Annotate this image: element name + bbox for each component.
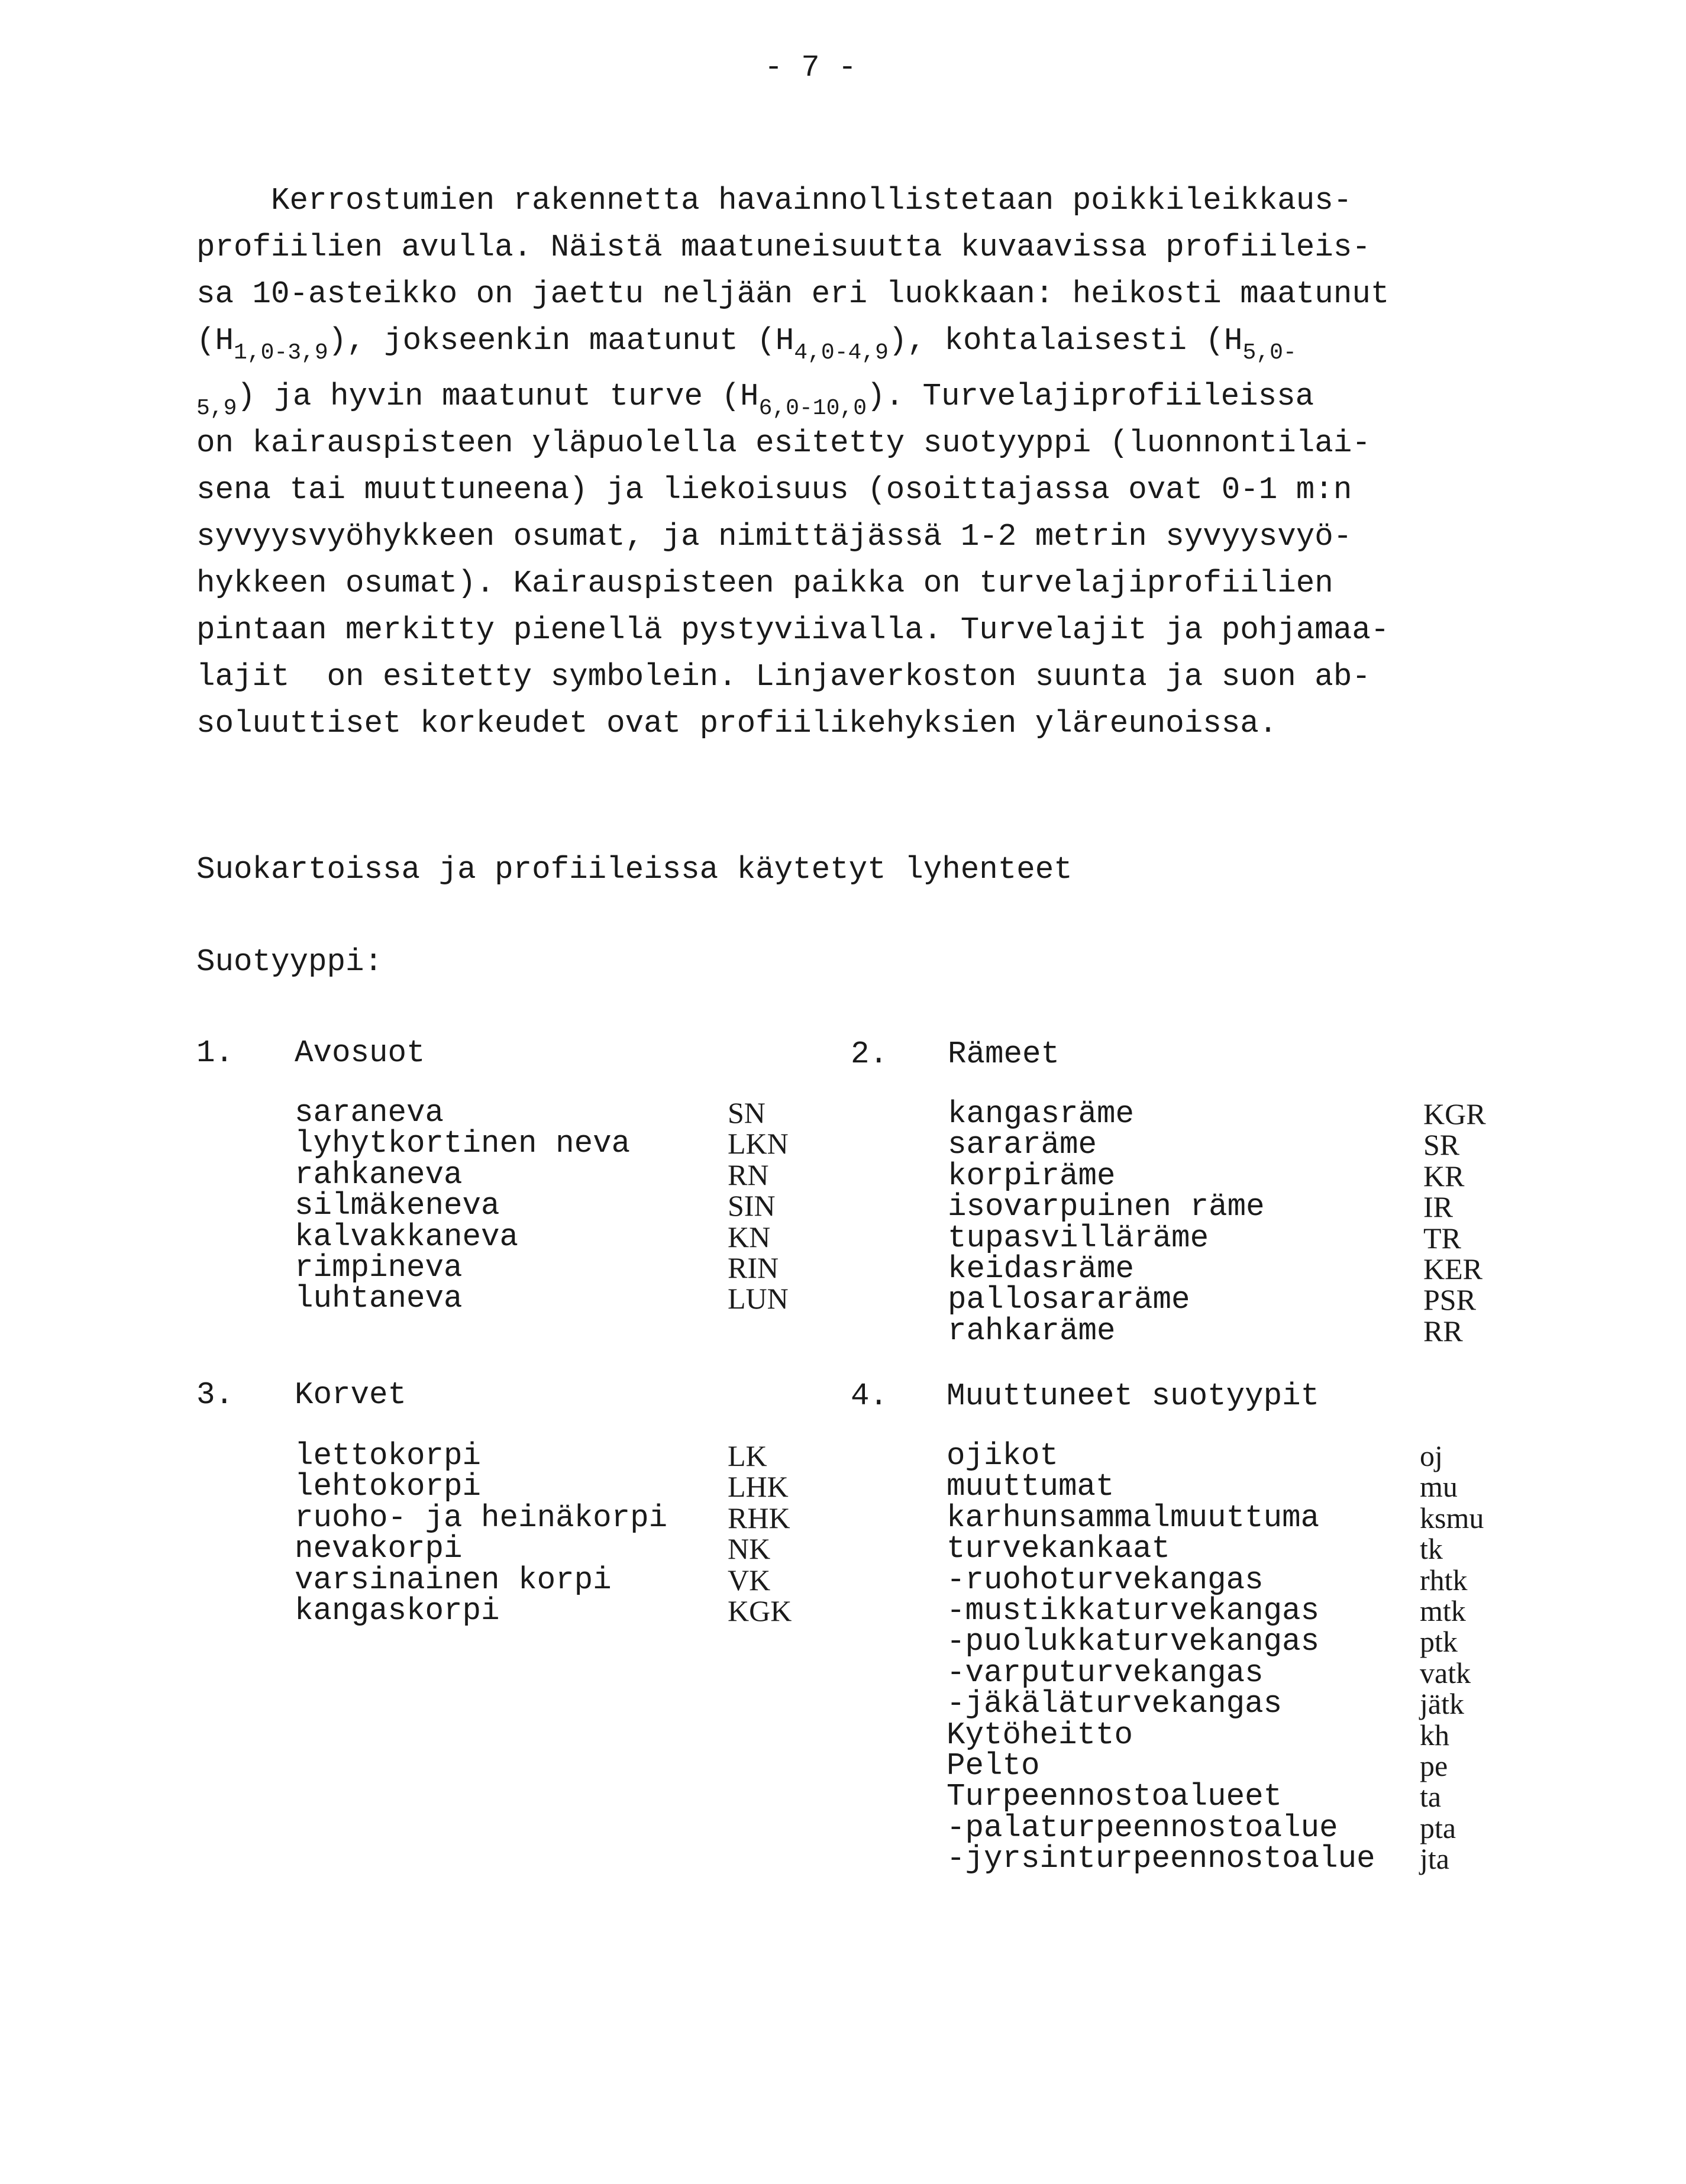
list-item (948, 1251, 1539, 1287)
type-abbreviation: vatk (1420, 1656, 1471, 1689)
list-item (947, 1779, 1562, 1815)
type-name: varsinainen korpi (295, 1562, 612, 1598)
abbreviations-heading: Suokartoissa ja profiileissa käytetyt lyhenteet (196, 852, 1073, 887)
text-run: hykkeen osumat). Kairauspisteen paikka on turvelajiprofiilien (196, 566, 1333, 601)
type-name: -palaturpeennostoalue (947, 1810, 1338, 1846)
type-name: Pelto (947, 1747, 1040, 1784)
type-name: kangasräme (948, 1096, 1135, 1132)
paragraph-line (196, 700, 1498, 747)
group-title: Rämeet (948, 1036, 1060, 1072)
type-name: silmäkeneva (295, 1188, 500, 1224)
subscript: 4,0-4,9 (794, 340, 889, 366)
type-name: -ruohoturvekangas (947, 1562, 1264, 1598)
paragraph-line (196, 467, 1498, 513)
list-item (947, 1592, 1562, 1629)
list-item (947, 1469, 1562, 1505)
type-name: rahkaneva (295, 1156, 463, 1193)
type-name: karhunsammalmuuttuma (947, 1500, 1320, 1536)
type-name: -jyrsinturpeennostoalue (947, 1841, 1375, 1877)
subscript: 1,0-3,9 (234, 340, 328, 366)
type-abbreviation: IR (1423, 1190, 1453, 1224)
type-name: -jäkäläturvekangas (947, 1686, 1283, 1722)
text-run: ), jokseenkin maatunut (H (328, 323, 794, 358)
type-abbreviation: LHK (728, 1470, 789, 1504)
list-item (295, 1249, 827, 1285)
group-number: 1. (196, 1035, 234, 1071)
type-abbreviation: VK (728, 1563, 771, 1597)
text-run: profiilien avulla. Näistä maatuneisuutta kuvaavissa profiileis- (196, 230, 1371, 265)
abbreviation-list (947, 1438, 1562, 1877)
type-name: sararäme (948, 1127, 1097, 1163)
type-abbreviation: pta (1420, 1811, 1456, 1844)
list-item (295, 1188, 827, 1224)
list-item (948, 1313, 1539, 1349)
list-item (947, 1438, 1562, 1474)
type-abbreviation: LK (728, 1439, 767, 1472)
type-name: Kytöheitto (947, 1717, 1133, 1753)
type-name: ojikot (947, 1438, 1059, 1474)
list-item (295, 1281, 827, 1317)
type-abbreviation: LKN (728, 1127, 789, 1161)
type-abbreviation: jätk (1420, 1687, 1464, 1721)
group-number: 3. (196, 1377, 234, 1413)
group-number: 4. (851, 1378, 889, 1414)
type-name: korpiräme (948, 1158, 1116, 1194)
type-abbreviation: rhtk (1420, 1563, 1468, 1597)
paragraph-line (196, 318, 1498, 373)
type-abbreviation: PSR (1423, 1283, 1476, 1317)
paragraph-line (196, 177, 1498, 224)
type-name: Turpeennostoalueet (947, 1779, 1283, 1815)
text-run: pintaan merkitty pienellä pystyviivalla. Turvelajit ja pohjamaa- (196, 612, 1390, 648)
text-run: on kairauspisteen yläpuolella esitetty suotyyppi (luonnontilai- (196, 425, 1371, 461)
abbreviation-list (295, 1438, 827, 1629)
type-name: rimpineva (295, 1249, 463, 1285)
type-name: rahkaräme (948, 1313, 1116, 1349)
list-item (295, 1531, 827, 1567)
paragraph-line (196, 560, 1498, 607)
list-item (948, 1282, 1539, 1318)
group-title: Muuttuneet suotyypit (947, 1378, 1320, 1414)
paragraph-line (196, 271, 1498, 318)
list-item (947, 1562, 1562, 1598)
type-abbreviation: ptk (1420, 1625, 1458, 1659)
type-name: turvekankaat (947, 1531, 1171, 1567)
text-run: syvyysvyöhykkeen osumat, ja nimittäjässä 1-2 metrin syvyysvyö- (196, 519, 1352, 554)
type-abbreviation: ta (1420, 1780, 1442, 1814)
type-name: kangaskorpi (295, 1592, 500, 1629)
group-title: Avosuot (295, 1035, 425, 1071)
type-abbreviation: mu (1420, 1470, 1458, 1504)
paragraph-line (196, 513, 1498, 560)
text-run: sa 10-asteikko on jaettu neljään eri luokkaan: heikosti maatunut (196, 276, 1390, 312)
type-name: nevakorpi (295, 1531, 463, 1567)
list-item (947, 1531, 1562, 1567)
text-run: (H (196, 323, 234, 358)
list-item (948, 1096, 1539, 1132)
subscript: 5,9 (196, 396, 237, 421)
type-abbreviation: kh (1420, 1718, 1449, 1752)
type-abbreviation: SR (1423, 1128, 1460, 1162)
type-abbreviation: SN (728, 1096, 766, 1129)
subscript: 6,0-10,0 (758, 396, 867, 421)
type-abbreviation: KGK (728, 1594, 792, 1627)
group-number: 2. (851, 1036, 889, 1072)
intro-paragraph (196, 177, 1498, 747)
type-name: muuttumat (947, 1469, 1115, 1505)
abbreviation-list (948, 1096, 1539, 1349)
list-item (947, 1655, 1562, 1691)
list-item (947, 1717, 1562, 1753)
type-abbreviation: RIN (728, 1251, 779, 1284)
list-item (295, 1562, 827, 1598)
list-item (947, 1500, 1562, 1536)
paragraph-line (196, 607, 1498, 654)
suotyyppi-label: Suotyyppi: (196, 944, 383, 980)
text-run: ). Turvelajiprofiileissa (867, 379, 1314, 414)
list-item (947, 1624, 1562, 1660)
text-run: Kerrostumien rakennetta havainnollistetaan poikkileikkaus- (196, 183, 1352, 218)
type-abbreviation: KN (728, 1220, 771, 1253)
paragraph-line (196, 420, 1498, 467)
paragraph-line (196, 654, 1498, 700)
type-abbreviation: RN (728, 1158, 769, 1191)
type-name: -mustikkaturvekangas (947, 1592, 1320, 1629)
list-item (948, 1127, 1539, 1163)
type-name: kalvakkaneva (295, 1219, 519, 1255)
text-run: ) ja hyvin maatunut turve (H (237, 379, 759, 414)
list-item (947, 1686, 1562, 1722)
text-run: soluuttiset korkeudet ovat profiilikehyksien yläreunoissa. (196, 706, 1278, 741)
list-item (295, 1219, 827, 1255)
page-number: - 7 - (764, 50, 857, 85)
type-abbreviation: TR (1423, 1221, 1461, 1255)
type-abbreviation: NK (728, 1532, 771, 1566)
type-name: saraneva (295, 1095, 444, 1130)
type-name: keidasräme (948, 1251, 1135, 1287)
type-abbreviation: SIN (728, 1189, 776, 1223)
subscript: 5,0- (1242, 340, 1297, 366)
type-abbreviation: mtk (1420, 1594, 1466, 1627)
list-item (295, 1097, 827, 1128)
type-abbreviation: jta (1420, 1842, 1449, 1876)
type-name: -puolukkaturvekangas (947, 1624, 1320, 1660)
text-run: sena tai muuttuneena) ja liekoisuus (osoittajassa ovat 0-1 m:n (196, 472, 1352, 508)
type-abbreviation: RR (1423, 1314, 1463, 1348)
type-abbreviation: RHK (728, 1501, 790, 1534)
abbreviation-list (295, 1095, 827, 1317)
text-run: lajit on esitetty symbolein. Linjaverkoston suunta ja suon ab- (196, 659, 1371, 694)
list-item (295, 1592, 827, 1629)
type-abbreviation: tk (1420, 1532, 1443, 1566)
list-item (948, 1220, 1539, 1256)
list-item (295, 1126, 827, 1162)
text-run: ), kohtalaisesti (H (888, 323, 1243, 358)
list-item (948, 1189, 1539, 1225)
type-abbreviation: KGR (1423, 1097, 1486, 1130)
type-name: tupasvilläräme (948, 1220, 1209, 1256)
type-name: pallosararäme (948, 1282, 1190, 1318)
type-name: -varputurvekangas (947, 1655, 1264, 1691)
list-item (295, 1156, 827, 1193)
type-name: isovarpuinen räme (948, 1189, 1265, 1225)
type-name: lyhytkortinen neva (295, 1126, 631, 1162)
list-item (948, 1158, 1539, 1194)
type-name: luhtaneva (295, 1281, 463, 1317)
type-abbreviation: KR (1423, 1159, 1465, 1193)
list-item (295, 1500, 827, 1536)
type-name: lettokorpi (295, 1438, 482, 1474)
list-item (947, 1810, 1562, 1846)
list-item (947, 1841, 1562, 1877)
type-abbreviation: oj (1420, 1439, 1443, 1472)
paragraph-line (196, 373, 1498, 420)
type-abbreviation: LUN (728, 1282, 789, 1316)
type-abbreviation: pe (1420, 1749, 1448, 1782)
list-item (295, 1469, 827, 1505)
list-item (295, 1438, 827, 1474)
group-title: Korvet (295, 1377, 407, 1413)
list-item (947, 1747, 1562, 1784)
type-name: lehtokorpi (295, 1469, 482, 1505)
type-name: ruoho- ja heinäkorpi (295, 1500, 668, 1536)
type-abbreviation: KER (1423, 1252, 1482, 1285)
paragraph-line (196, 224, 1498, 271)
type-abbreviation: ksmu (1420, 1501, 1484, 1534)
